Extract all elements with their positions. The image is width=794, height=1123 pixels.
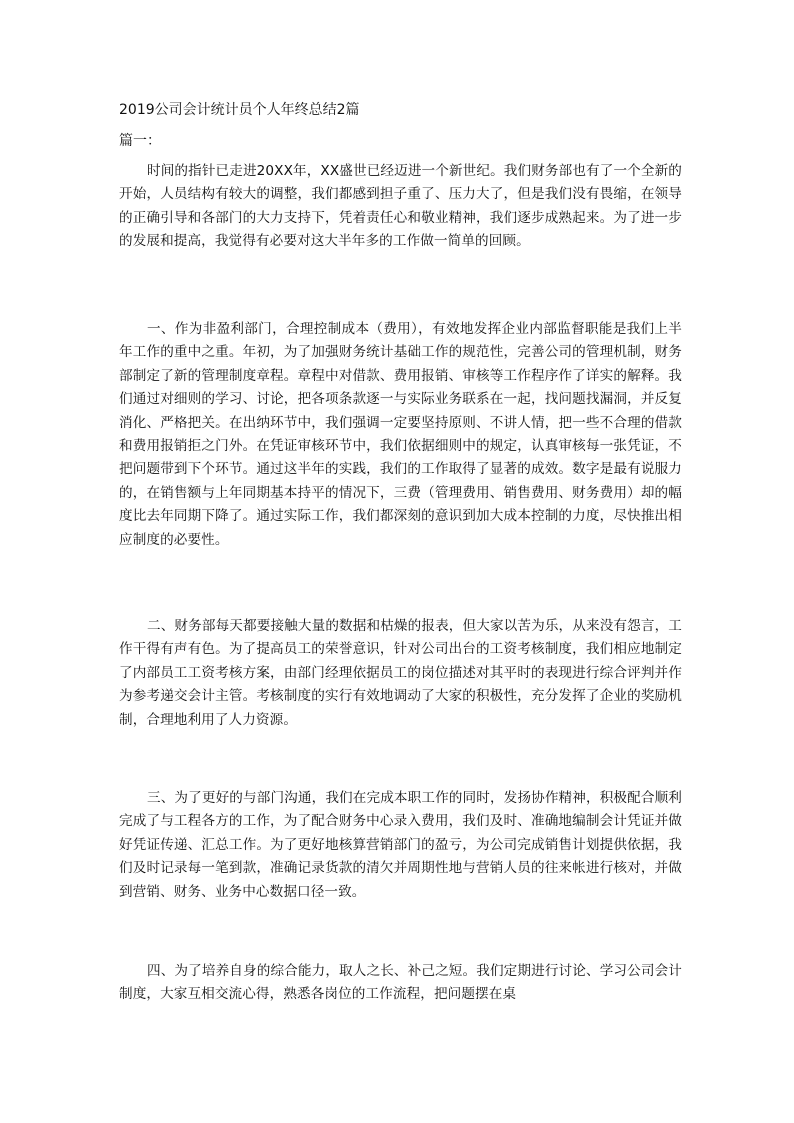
section-label: 篇一：	[119, 133, 161, 149]
paragraph-intro: 时间的指针已走进20XX年，XX盛世已经迈进一个新世纪。我们财务部也有了一个全新的开始，人员结构有较大的调整，我们都感到担子重了、压力大了，但是我们没有畏缩，在领导的正确引导和各部门的大力支持下，凭着责任心和敬业精神，我们逐步成熟起来。为了进一步的发展和提高，我觉得有必要对这大半年多的工作做一简单的回顾。	[119, 163, 682, 250]
paragraph-self-improvement: 四、为了培养自身的综合能力，取人之长、补己之短。我们定期进行讨论、学习公司会计制度，大家互相交流心得，熟悉各岗位的工作流程，把问题摆在桌	[119, 963, 682, 1003]
document-title: 2019公司会计统计员个人年终总结2篇	[119, 102, 360, 118]
paragraph-cost-control: 一、作为非盈利部门，合理控制成本（费用），有效地发挥企业内部监督职能是我们上半年工作的重中之重。年初，为了加强财务统计基础工作的规范性，完善公司的管理机制，财务部制定了新的管理制度章程。章程中对借款、费用报销、审核等工作程序作了详实的解释。我们通过对细则的学习、讨论，把各项条款逐一与实际业务联系在一起，找问题找漏洞，并反复消化、严格把关。在出纳环节中，我们强调一定要坚持原则、不讲人情，把一些不合理的借款和费用报销拒之门外。在凭证审核环节中，我们依据细则中的规定，认真审核每一张凭证，不把问题带到下个环节。通过这半年的实践，我们的工作取得了显著的成效。数字是最有说服力的，在销售额与上年同期基本持平的情况下，三费（管理费用、销售费用、财务费用）却的幅度比去年同期下降了。通过实际工作，我们都深刻的意识到加大成本控制的力度，尽快推出相应制度的必要性。	[119, 321, 682, 548]
paragraph-cooperation: 三、为了更好的与部门沟通，我们在完成本职工作的同时，发扬协作精神，积极配合顺利完成了与工程各方的工作，为了配合财务中心录入费用，我们及时、准确地编制会计凭证并做好凭证传递、汇总工作。为了更好地核算营销部门的盈亏，为公司完成销售计划提供依据，我们及时记录每一笔到款，准确记录货款的清欠并周期性地与营销人员的往来帐进行核对，并做到营销、财务、业务中心数据口径一致。	[119, 790, 682, 900]
paragraph-team-morale: 二、财务部每天都要接触大量的数据和枯燥的报表，但大家以苦为乐，从来没有怨言，工作干得有声有色。为了提高员工的荣誉意识，针对公司出台的工资考核制度，我们相应地制定了内部员工工资考核方案，由部门经理依据员工的岗位描述对其平时的表现进行综合评判并作为参考递交会计主管。考核制度的实行有效地调动了大家的积极性，充分发挥了企业的奖励机制，合理地利用了人力资源。	[119, 618, 682, 728]
